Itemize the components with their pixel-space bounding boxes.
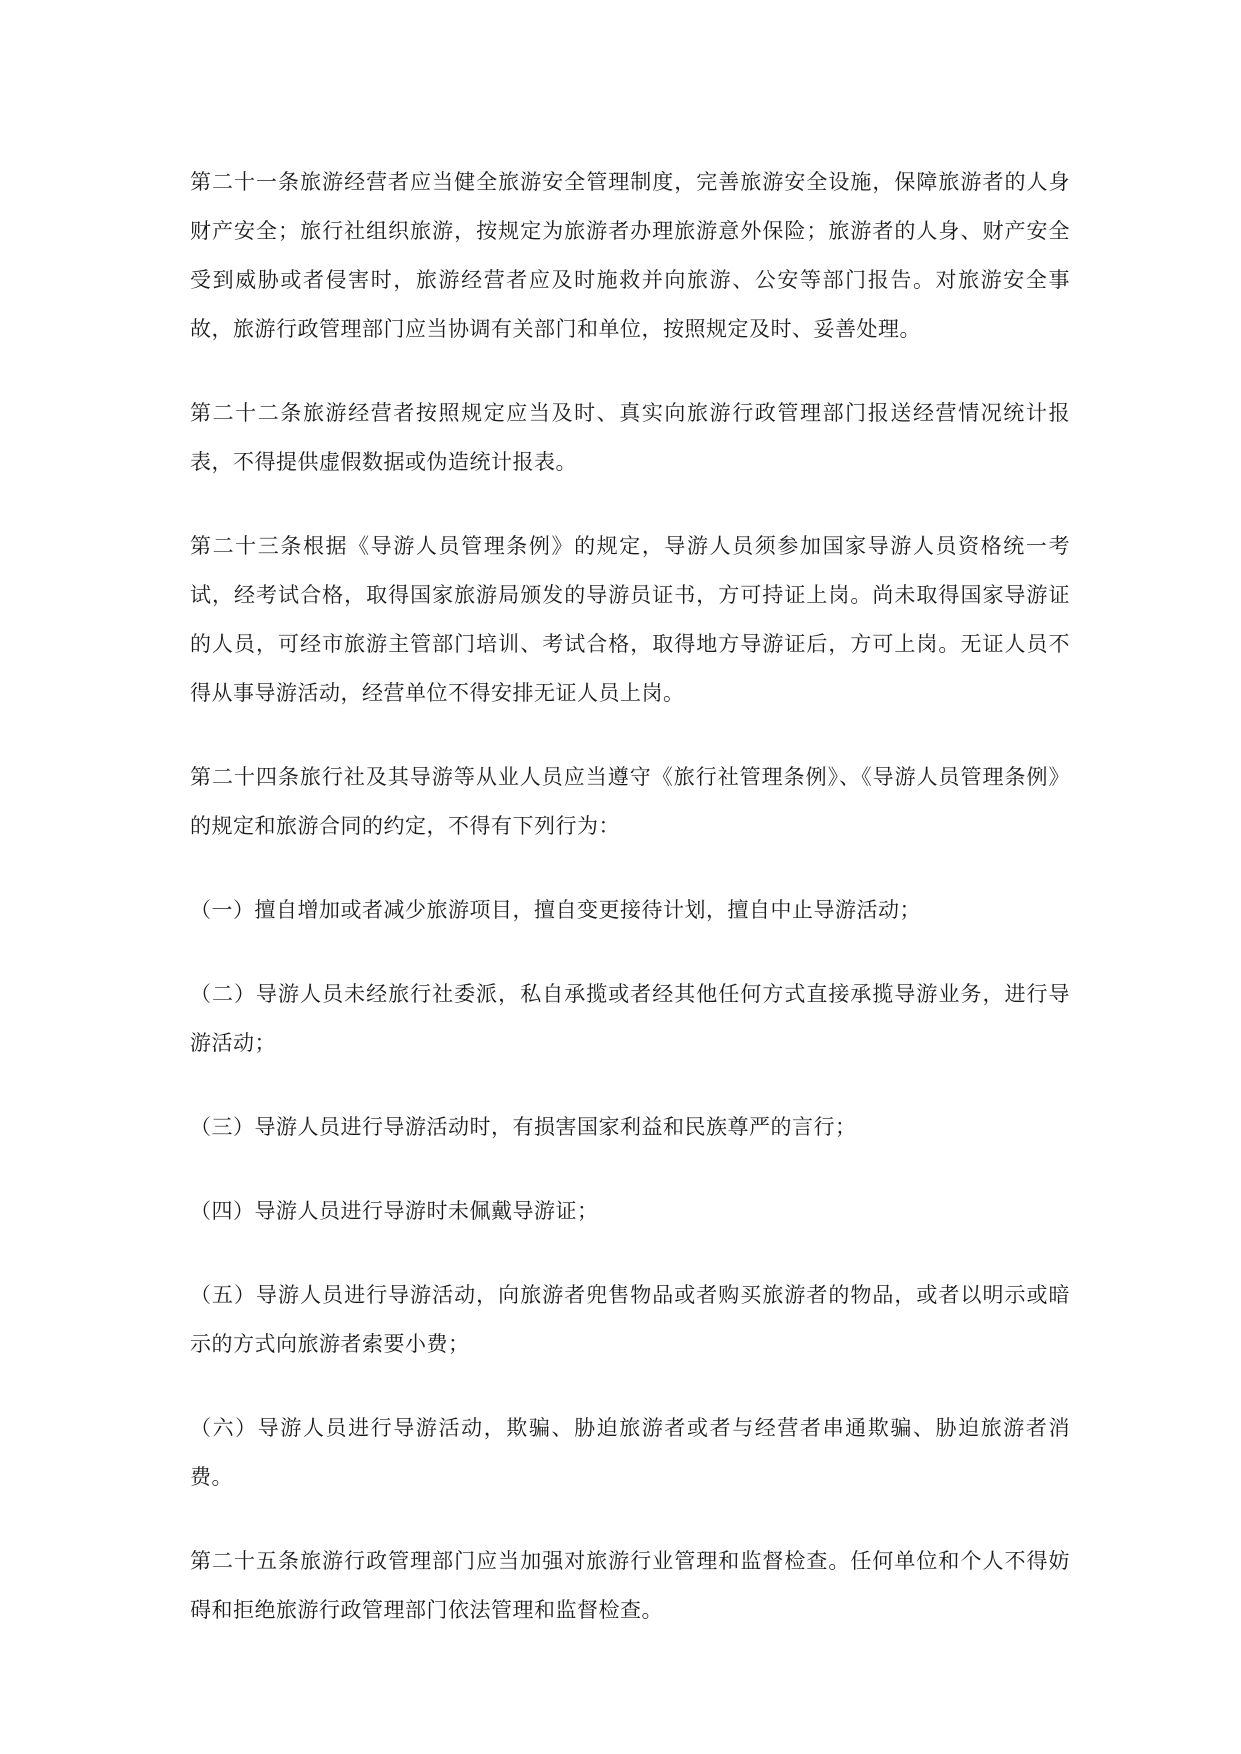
list-item-5: （五）导游人员进行导游活动，向旅游者兜售物品或者购买旅游者的物品，或者以明示或暗示的方式向旅游者索要小费； — [190, 1283, 1070, 1356]
article-23-paragraph: 第二十三条根据《导游人员管理条例》的规定，导游人员须参加国家导游人员资格统一考试，经考试合格，取得国家旅游局颁发的导游员证书，方可持证上岗。尚未取得国家导游证的人员，可经市旅游主管部门培训、考试合格，取得地方导游证后，方可上岗。无证人员不得从事导游活动，经营单位不得安排无证人员上岗。 — [190, 534, 1070, 705]
list-item-2: （二）导游人员未经旅行社委派，私自承揽或者经其他任何方式直接承揽导游业务，进行导游活动； — [190, 982, 1070, 1055]
article-21-paragraph: 第二十一条旅游经营者应当健全旅游安全管理制度，完善旅游安全设施，保障旅游者的人身财产安全；旅行社组织旅游，按规定为旅游者办理旅游意外保险；旅游者的人身、财产安全受到威胁或者侵害时，旅游经营者应及时施救并向旅游、公安等部门报告。对旅游安全事故，旅游行政管理部门应当协调有关部门和单位，按照规定及时、妥善处理。 — [190, 170, 1070, 341]
article-24-paragraph: 第二十四条旅行社及其导游等从业人员应当遵守《旅行社管理条例》、《导游人员管理条例》的规定和旅游合同的约定，不得有下列行为： — [190, 765, 1070, 838]
list-item-3: （三）导游人员进行导游活动时，有损害国家利益和民族尊严的言行； — [190, 1115, 857, 1139]
article-25-paragraph: 第二十五条旅游行政管理部门应当加强对旅游行业管理和监督检查。任何单位和个人不得妨碍和拒绝旅游行政管理部门依法管理和监督检查。 — [190, 1549, 1070, 1622]
list-item-4: （四）导游人员进行导游时未佩戴导游证； — [190, 1199, 599, 1223]
list-item-1: （一）擅自增加或者减少旅游项目，擅自变更接待计划，擅自中止导游活动； — [190, 898, 921, 922]
document-page — [190, 158, 1070, 1670]
list-item-6: （六）导游人员进行导游活动，欺骗、胁迫旅游者或者与经营者串通欺骗、胁迫旅游者消费。 — [190, 1416, 1070, 1489]
article-22-paragraph: 第二十二条旅游经营者按照规定应当及时、真实向旅游行政管理部门报送经营情况统计报表，不得提供虚假数据或伪造统计报表。 — [190, 401, 1070, 474]
